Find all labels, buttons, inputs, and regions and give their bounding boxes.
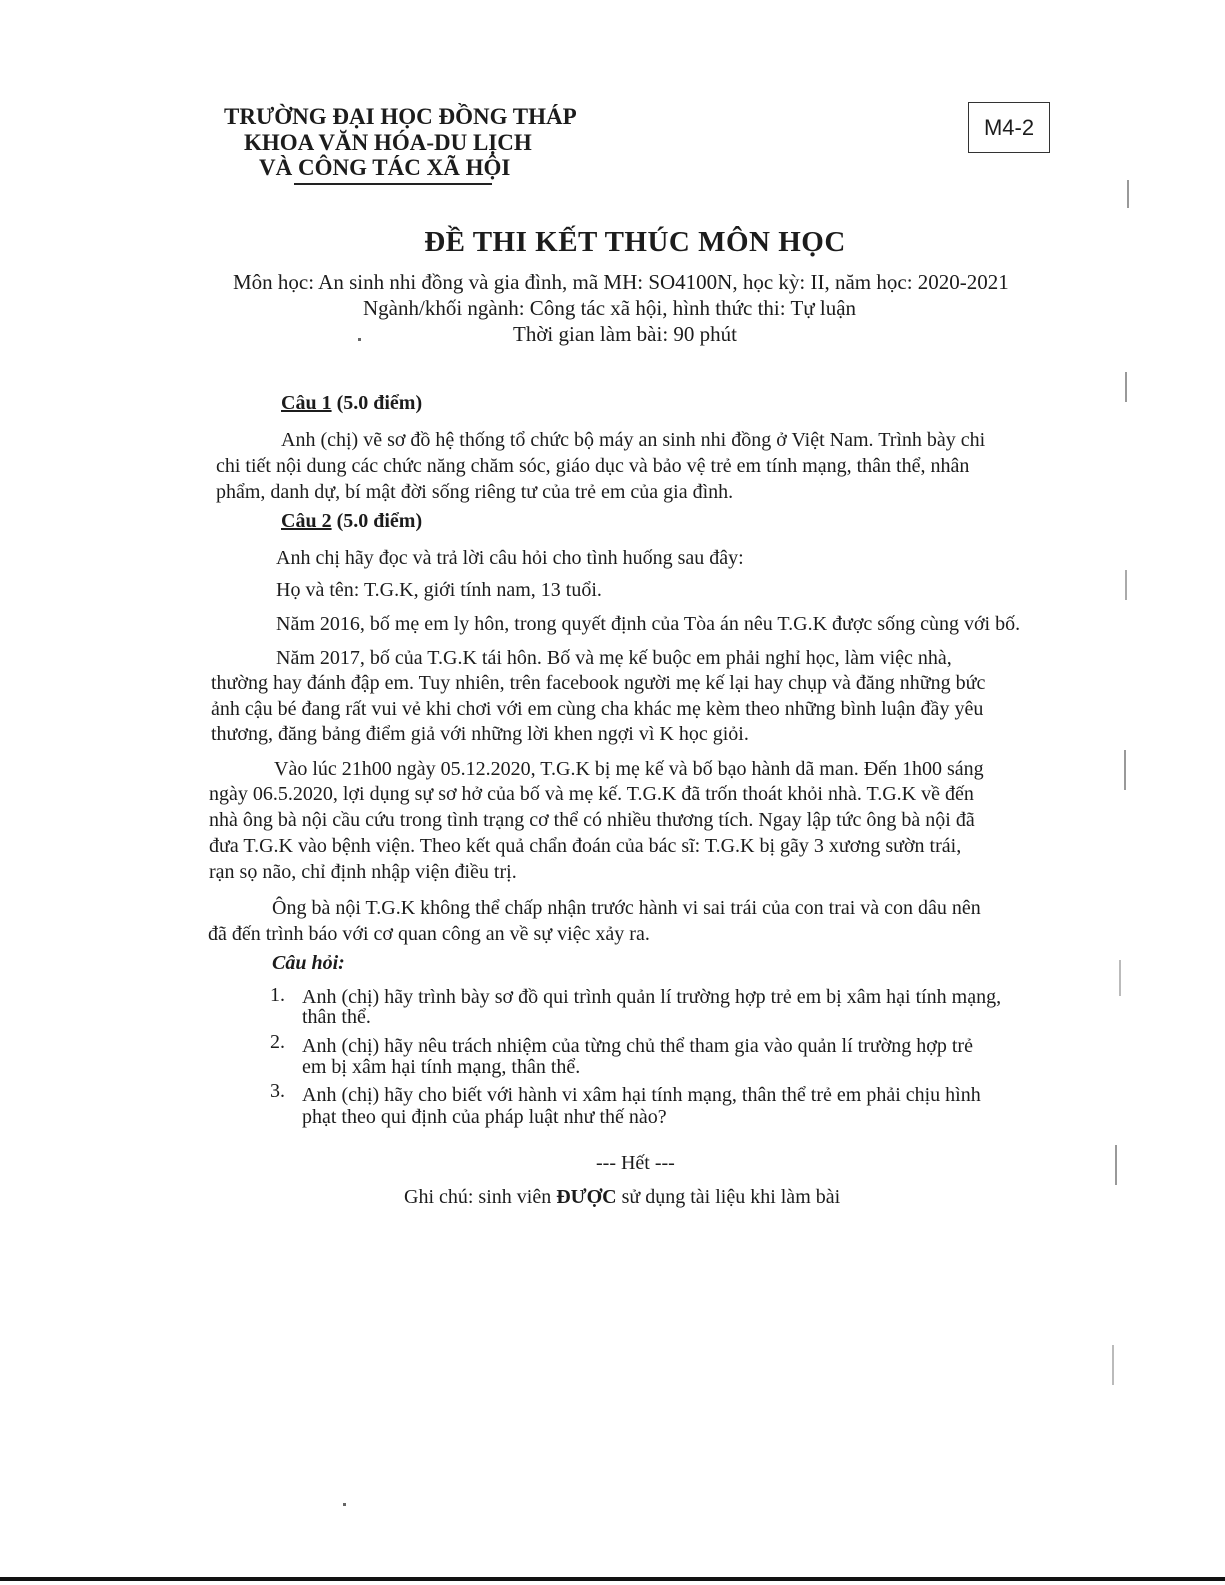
q2-p3-line-4: đưa T.G.K vào bệnh viện. Theo kết quả chẩn đoán của bác sĩ: T.G.K bị gãy 3 xương sườn trái, [209, 835, 962, 857]
scan-mark [1125, 372, 1127, 402]
faculty-line-1: KHOA VĂN HÓA-DU LỊCH [244, 130, 532, 155]
q2-p3-line-2: ngày 06.5.2020, lợi dụng sự sơ hở của bố và mẹ kế. T.G.K đã trốn thoát khỏi nhà. T.G.K về đến [209, 783, 974, 805]
note-suffix: sử dụng tài liệu khi làm bài [616, 1186, 841, 1208]
q1-text-line-1: Anh (chị) vẽ sơ đồ hệ thống tổ chức bộ máy an sinh nhi đồng ở Việt Nam. Trình bày chi [281, 429, 986, 451]
scan-mark [1115, 1145, 1117, 1185]
question-item-3-line-2: phạt theo qui định của pháp luật như thế nào? [302, 1106, 667, 1128]
question-2-label: Câu 2 [281, 510, 332, 532]
q2-p2-line-4: thương, đăng bảng điểm giả với những lời khen ngợi vì K học giỏi. [211, 723, 749, 745]
question-1-heading [281, 392, 422, 415]
question-item-3-line-1: Anh (chị) hãy cho biết với hành vi xâm hại tính mạng, thân thể trẻ em phải chịu hình [302, 1084, 981, 1106]
faculty-line-2: VÀ CÔNG TÁC XÃ HỘI [259, 155, 511, 180]
question-item-1-line-1: Anh (chị) hãy trình bày sơ đồ qui trình quản lí trường hợp trẻ em bị xâm hại tính mạng, [302, 986, 1002, 1008]
q2-p4-line-2: đã đến trình báo với cơ quan công an về sự việc xảy ra. [208, 923, 650, 945]
university-name: TRƯỜNG ĐẠI HỌC ĐỒNG THÁP [224, 104, 577, 129]
scan-mark [1127, 180, 1129, 208]
scan-dot [358, 338, 361, 341]
q2-p3-line-1: Vào lúc 21h00 ngày 05.12.2020, T.G.K bị mẹ kế và bố bạo hành dã man. Đến 1h00 sáng [274, 758, 984, 780]
exam-code: M4-2 [983, 114, 1035, 140]
header-underline [294, 183, 492, 185]
q2-p3-line-5: rạn sọ não, chỉ định nhập viện điều trị. [209, 861, 517, 883]
question-item-2-line-1: Anh (chị) hãy nêu trách nhiệm của từng chủ thể tham gia vào quản lí trường hợp trẻ [302, 1035, 973, 1057]
question-number: 1. [270, 984, 285, 1006]
question-2-heading [281, 510, 422, 533]
q2-paragraph-1: Năm 2016, bố mẹ em ly hôn, trong quyết định của Tòa án nêu T.G.K được sống cùng với bố. [276, 613, 1021, 635]
question-item-1-line-2: thân thể. [302, 1006, 371, 1028]
scan-bottom-edge [0, 1577, 1225, 1581]
exam-code-box [968, 102, 1050, 153]
question-2-points: (5.0 điểm) [331, 510, 423, 532]
question-item-2-line-2: em bị xâm hại tính mạng, thân thể. [302, 1056, 581, 1078]
question-number: 3. [270, 1080, 285, 1102]
scan-mark [1125, 570, 1127, 600]
scan-mark [1112, 1345, 1114, 1385]
q2-name-line: Họ và tên: T.G.K, giới tính nam, 13 tuổi. [276, 579, 602, 601]
q2-p2-line-3: ảnh cậu bé đang rất vui vẻ khi chơi với em cùng cha khác mẹ kèm theo những bình luận đầy yêu [211, 698, 984, 720]
question-number: 2. [270, 1031, 285, 1053]
end-marker: --- Hết --- [596, 1152, 675, 1174]
q2-intro: Anh chị hãy đọc và trả lời câu hỏi cho tình huống sau đây: [276, 547, 744, 569]
duration-line: Thời gian làm bài: 90 phút [513, 322, 737, 346]
note-prefix: Ghi chú: sinh viên [404, 1186, 557, 1208]
q2-p2-line-2: thường hay đánh đập em. Tuy nhiên, trên facebook người mẹ kế lại hay chụp và đăng những bức [211, 672, 986, 694]
subject-line: Môn học: An sinh nhi đồng và gia đình, mã MH: SO4100N, học kỳ: II, năm học: 2020-2021 [233, 270, 1009, 294]
question-1-points: (5.0 điểm) [331, 392, 423, 414]
q2-p2-line-1: Năm 2017, bố của T.G.K tái hôn. Bố và mẹ kế buộc em phải nghỉ học, làm việc nhà, [276, 647, 952, 669]
major-line: Ngành/khối ngành: Công tác xã hội, hình thức thi: Tự luận [363, 296, 857, 320]
scan-mark [1124, 750, 1126, 790]
footer-note [404, 1186, 840, 1209]
note-emphasis: ĐƯỢC [556, 1186, 617, 1208]
scan-mark [1119, 960, 1121, 996]
exam-title: ĐỀ THI KẾT THÚC MÔN HỌC [424, 226, 846, 258]
question-1-label: Câu 1 [281, 392, 332, 414]
scan-dot [343, 1503, 346, 1506]
q1-text-line-2: chi tiết nội dung các chức năng chăm sóc, giáo dục và bảo vệ trẻ em tính mạng, thân thể, nhân [216, 455, 970, 477]
questions-heading: Câu hỏi: [272, 952, 345, 974]
q1-text-line-3: phẩm, danh dự, bí mật đời sống riêng tư của trẻ em của gia đình. [216, 481, 734, 503]
q2-p4-line-1: Ông bà nội T.G.K không thể chấp nhận trước hành vi sai trái của con trai và con dâu nên [272, 897, 981, 919]
q2-p3-line-3: nhà ông bà nội cầu cứu trong tình trạng cơ thể có nhiều thương tích. Ngay lập tức ông bà nội đã [209, 809, 975, 831]
